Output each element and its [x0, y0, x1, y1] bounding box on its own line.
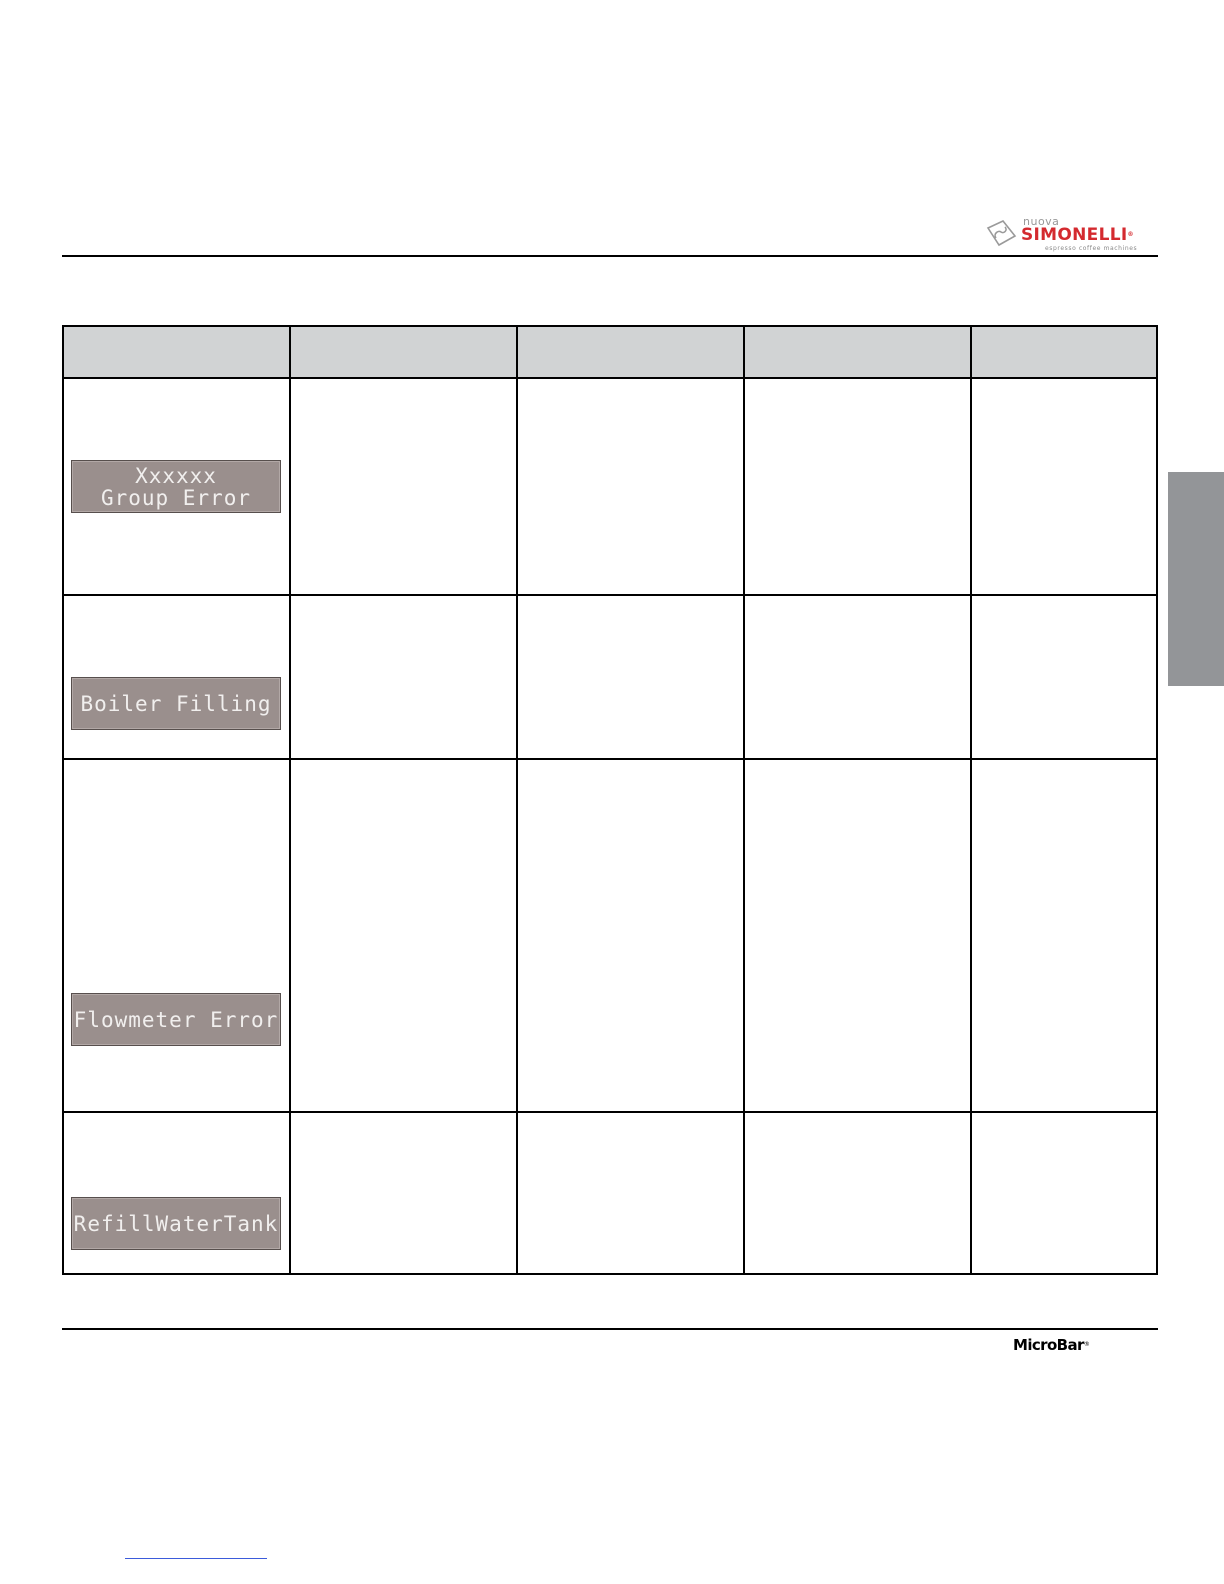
header-divider [62, 255, 1158, 257]
nuova-simonelli-logo [985, 214, 1165, 254]
table-header-cell-3 [519, 327, 744, 377]
logo-small-text: nuova [1023, 215, 1060, 228]
section-side-tab [1168, 472, 1224, 686]
table-header-row [64, 327, 1156, 379]
row-divider [64, 1111, 1156, 1113]
display-line: RefillWaterTank [73, 1211, 279, 1236]
column-divider [970, 327, 972, 1273]
display-group-error [71, 460, 281, 513]
row-divider [64, 594, 1156, 596]
logo-brand-name: SIMONELLI [1021, 225, 1128, 245]
table-header-cell-1 [64, 327, 290, 377]
logo-brand-text [1021, 226, 1134, 244]
display-line: Xxxxxx [135, 463, 217, 488]
display-boiler-filling [71, 677, 281, 730]
display-line: Flowmeter Error [73, 1007, 279, 1032]
display-line: Boiler Filling [80, 691, 272, 716]
microbar-registered-mark: ® [1083, 1341, 1090, 1348]
display-line: Group Error [100, 485, 252, 510]
table-header-cell-4 [746, 327, 971, 377]
logo-registered-mark: ® [1127, 231, 1134, 238]
table-header-cell-2 [292, 327, 517, 377]
table-header-cell-5 [973, 327, 1156, 377]
row-divider [64, 758, 1156, 760]
microbar-logo [1013, 1336, 1089, 1354]
column-divider [743, 327, 745, 1273]
microbar-brand-text: MicroBar [1013, 1336, 1084, 1354]
footer-divider [62, 1328, 1158, 1330]
alarm-table [62, 325, 1158, 1275]
logo-tagline: espresso coffee machines [1045, 245, 1138, 252]
column-divider [289, 327, 291, 1273]
column-divider [516, 327, 518, 1273]
display-flowmeter-error [71, 993, 281, 1046]
display-refill-water-tank [71, 1197, 281, 1250]
simonelli-logo-mark-icon [985, 218, 1017, 248]
link-underline [125, 1558, 267, 1559]
